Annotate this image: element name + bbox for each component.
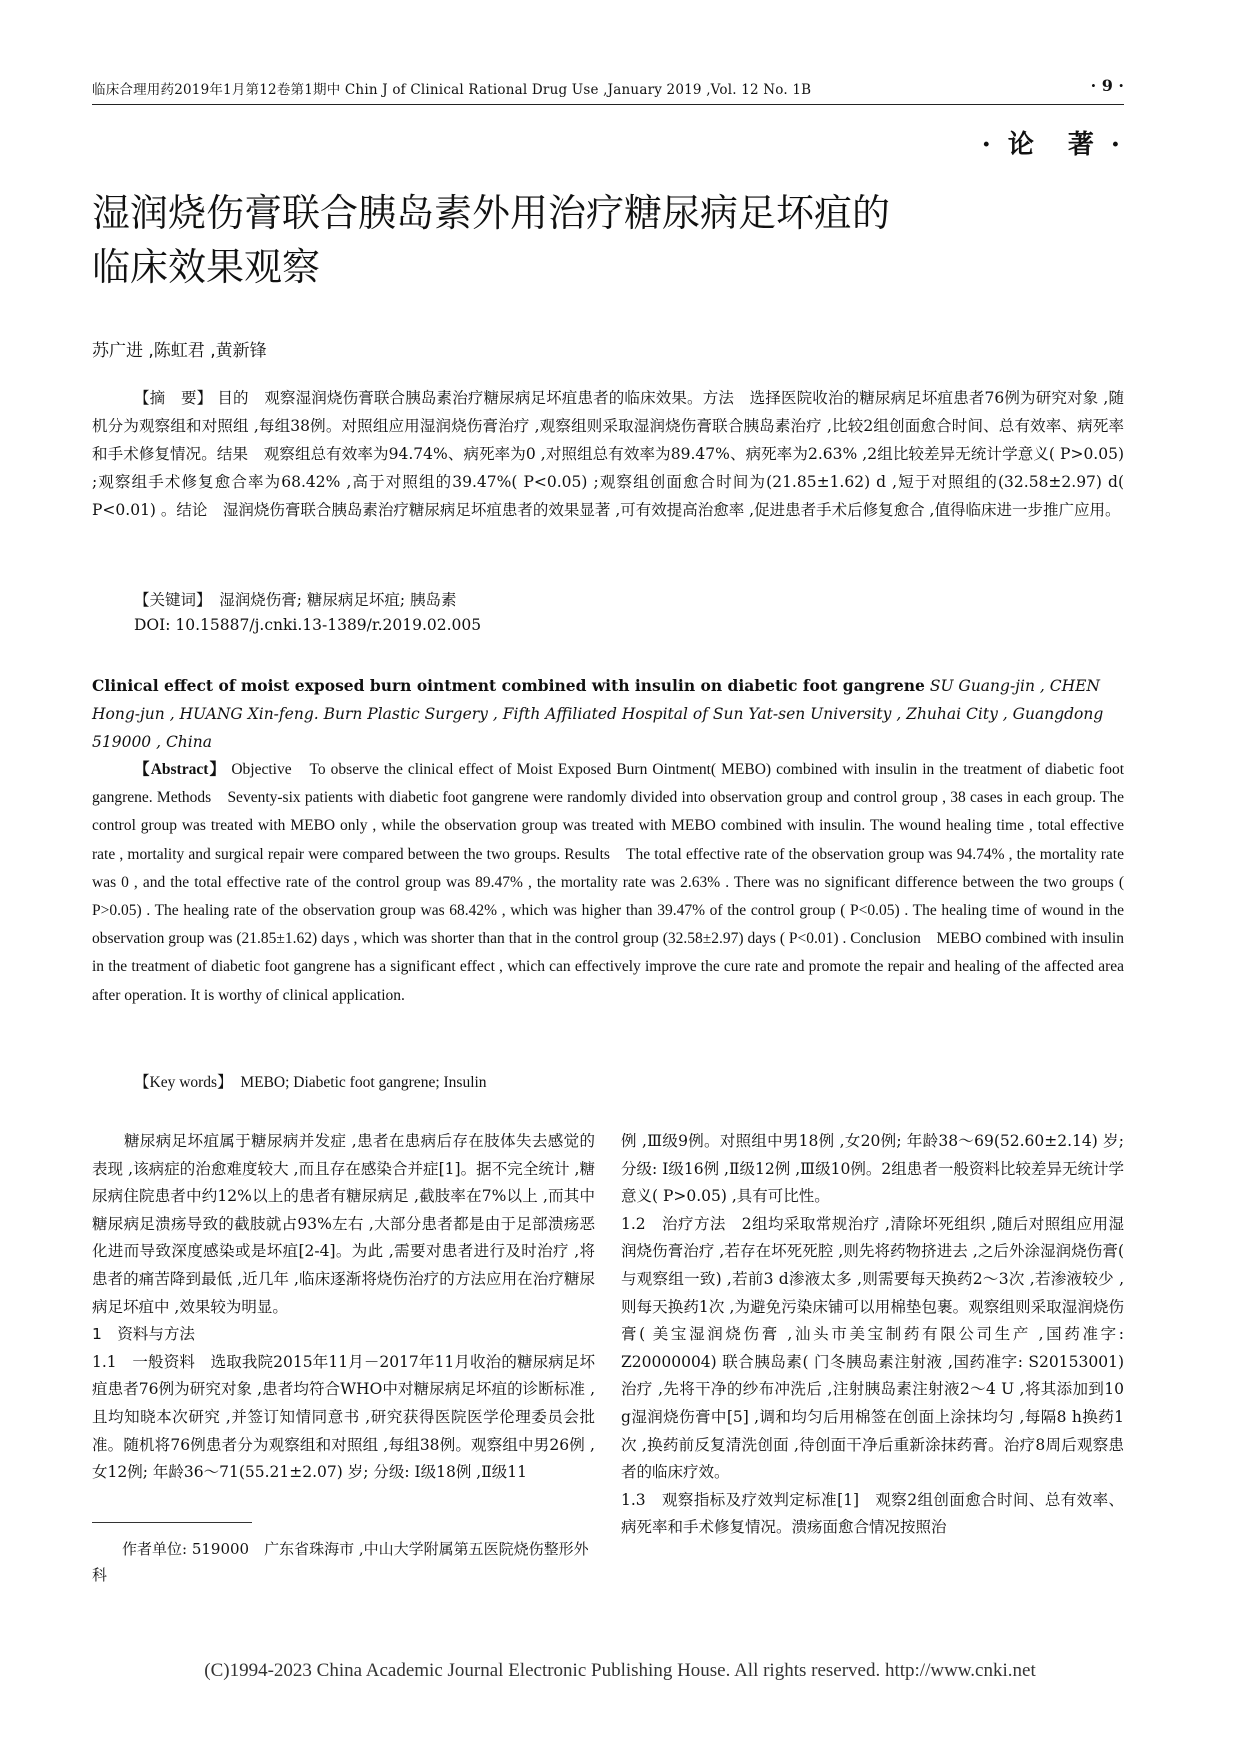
author-affiliation: 作者单位: 519000 广东省珠海市 ,中山大学附属第五医院烧伤整形外科: [92, 1540, 589, 1584]
body-column-right: [621, 1128, 1124, 1542]
english-title: Clinical effect of moist exposed burn ointment combined with insulin on diabetic foot gangrene: [92, 676, 925, 695]
keywords-english: 【Key words】 MEBO; Diabetic foot gangrene; Insulin: [134, 1074, 487, 1091]
subsection-1-3: 1.3 观察指标及疗效判定标准[1] 观察2组创面愈合时间、总有效率、病死率和手术修复情况。溃疡面愈合情况按照治: [621, 1490, 1124, 1537]
copyright-footer: (C)1994-2023 China Academic Journal Electronic Publishing House. All rights reserved. http://www.cnki.net: [204, 1660, 1036, 1681]
abstract-chinese: [92, 384, 1124, 524]
running-head: 临床合理用药2019年1月第12卷第1期中 Chin J of Clinical Rational Drug Use ,January 2019 ,Vol. 12 No. 1B: [92, 82, 812, 98]
subsection-1-1: 1.1 一般资料 选取我院2015年11月－2017年11月收治的糖尿病足坏疽患者76例为研究对象 ,患者均符合WHO中对糖尿病足坏疽的诊断标准 ,且均知晓本次研究 ,并签订知情同意书 ,研究获得医院医学伦理委员会批准。随机将76例患者分为观察组和对照组 ,每组38例。观察组中男26例 ,女12例; 年龄36～71(55.21±2.07) 岁; 分级: Ⅰ级18例 ,Ⅱ级11: [92, 1352, 595, 1482]
header-rule: [92, 104, 1124, 105]
intro-paragraph: 糖尿病足坏疽属于糖尿病并发症 ,患者在患病后存在肢体失去感觉的表现 ,该病症的治愈难度较大 ,而且存在感染合并症[1]。据不完全统计 ,糖尿病住院患者中约12%以上的患者有糖尿病足 ,截肢率在7%以上 ,而其中糖尿病足溃疡导致的截肢就占93%左右 ,大部分患者都是由于足部溃疡恶化进而导致深度感染或是坏疽[2-4]。为此 ,需要对患者进行及时治疗 ,将患者的痛苦降到最低 ,近几年 ,临床逐渐将烧伤治疗的方法应用在治疗糖尿病足坏疽中 ,效果较为明显。: [92, 1132, 595, 1316]
english-title-block: [92, 672, 1124, 756]
footnote-rule: [92, 1522, 252, 1523]
title-line-2: 临床效果观察: [92, 245, 321, 289]
continuation-paragraph: 例 ,Ⅲ级9例。对照组中男18例 ,女20例; 年龄38～69(52.60±2.14) 岁; 分级: Ⅰ级16例 ,Ⅱ级12例 ,Ⅲ级10例。2组患者一般资料比较差异无统计学意义( P>0.05) ,具有可比性。: [621, 1132, 1124, 1206]
section-tag: · 论 著 ·: [981, 130, 1124, 160]
doi: DOI: 10.15887/j.cnki.13-1389/r.2019.02.005: [134, 616, 482, 634]
page-number: · 9 ·: [1090, 76, 1124, 95]
abstract-en-text: Objective To observe the clinical effect of Moist Exposed Burn Ointment( MEBO) combined with insulin in the treatment of diabetic foot gangrene. Methods Seventy-six patients with diabetic foot gangrene were randomly divided into observation group and control group , 38 cases in each group. The control group was treated with MEBO only , while the observation group was treated with MEBO combined with insulin. The wound healing time , total effective rate , mortality and surgical repair were compared between the two groups. Results The total effective rate of the observation group was 94.74% , the mortality rate was 0 , and the total effective rate of the control group was 89.47% , the mortality rate was 2.63% . There was no significant difference between the two groups ( P>0.05) . The healing rate of the observation group was 68.42% , which was higher than 39.47% of the control group ( P<0.05) . The healing time of wound in the observation group was (21.85±1.62) days , which was shorter than that in the control group (32.58±2.97) days ( P<0.01) . Conclusion MEBO combined with insulin in the treatment of diabetic foot gangrene has a significant effect , which can effectively improve the cure rate and promote the repair and healing of the affected area after operation. It is worthy of clinical application.: [92, 761, 1125, 1004]
keywords-chinese: 【关键词】 湿润烧伤膏; 糖尿病足坏疽; 胰岛素: [134, 591, 457, 609]
body-column-left: [92, 1128, 595, 1487]
title-line-1: 湿润烧伤膏联合胰岛素外用治疗糖尿病足坏疽的: [92, 191, 891, 235]
english-authors: SU Guang-jin , CHEN Hong-jun , HUANG Xin-feng. Burn Plastic Surgery , Fifth Affiliated Hospital of Sun Yat-sen University , Zhuhai City , Guangdong 519000 , China: [92, 677, 1104, 751]
abstract-cn-label: 【摘 要】: [134, 389, 213, 407]
authors: 苏广进 ,陈虹君 ,黄新锋: [92, 341, 267, 361]
abstract-en-label: 【Abstract】: [134, 761, 227, 778]
subsection-1-2: 1.2 治疗方法 2组均采取常规治疗 ,清除坏死组织 ,随后对照组应用湿润烧伤膏治疗 ,若存在坏死死腔 ,则先将药物挤进去 ,之后外涂湿润烧伤膏( 与观察组一致) ,若前3 d渗液太多 ,则需要每天换药2～3次 ,若渗液较少 ,则每天换药1次 ,为避免污染床铺可以用棉垫包裹。观察组则采取湿润烧伤膏( 美宝湿润烧伤膏 ,汕头市美宝制药有限公司生产 ,国药准字: Z20000004) 联合胰岛素( 门冬胰岛素注射液 ,国药准字: S20153001) 治疗 ,先将干净的纱布冲洗后 ,注射胰岛素注射液2～4 U ,将其添加到10 g湿润烧伤膏中[5] ,调和均匀后用棉签在创面上涂抹均匀 ,每隔8 h换药1次 ,换药前反复清洗创面 ,待创面干净后重新涂抹药膏。治疗8周后观察患者的临床疗效。: [621, 1214, 1124, 1482]
section-heading-1: 1 资料与方法: [92, 1325, 195, 1344]
abstract-cn-text: 目的 观察湿润烧伤膏联合胰岛素治疗糖尿病足坏疽患者的临床效果。方法 选择医院收治的糖尿病足坏疽患者76例为研究对象 ,随机分为观察组和对照组 ,每组38例。对照组应用湿润烧伤膏治疗 ,观察组则采取湿润烧伤膏联合胰岛素治疗 ,比较2组创面愈合时间、总有效率、病死率和手术修复情况。结果 观察组总有效率为94.74%、病死率为0 ,对照组总有效率为89.47%、病死率为2.63% ,2组比较差异无统计学意义( P>0.05) ;观察组手术修复愈合率为68.42% ,高于对照组的39.47%( P<0.05) ;观察组创面愈合时间为(21.85±1.62) d ,短于对照组的(32.58±2.97) d( P<0.01) 。结论 湿润烧伤膏联合胰岛素治疗糖尿病足坏疽患者的效果显著 ,可有效提高治愈率 ,促进患者手术后修复愈合 ,值得临床进一步推广应用。: [92, 389, 1124, 519]
article-title: [92, 186, 1124, 294]
abstract-english: [92, 756, 1124, 1010]
